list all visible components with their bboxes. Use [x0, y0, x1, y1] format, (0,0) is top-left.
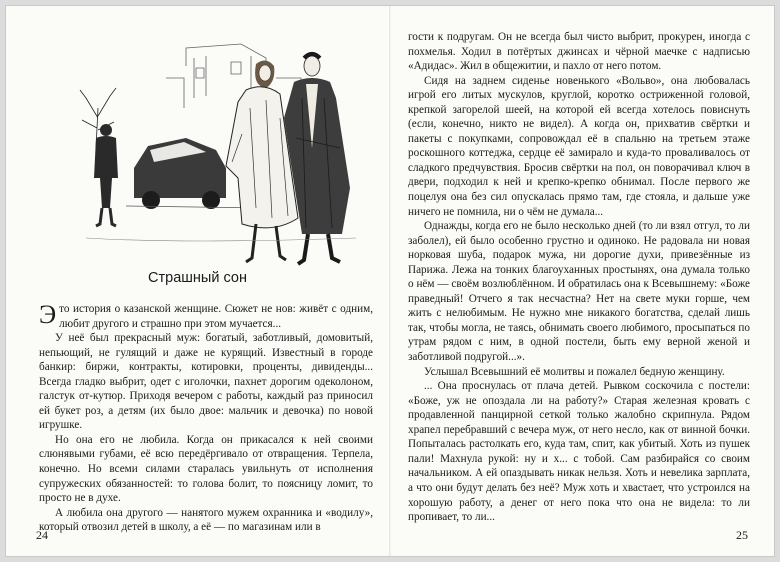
first-paragraph-text: то история о казанской женщине. Сюжет не нов: живёт с одним, любит другого и страшно при этом мучается... — [59, 303, 373, 330]
couple-illustration — [66, 38, 366, 268]
drop-cap: Э — [39, 300, 57, 329]
chapter-title: Страшный сон — [148, 270, 247, 286]
paragraph: У неё был прекрасный муж: богатый, заботливый, домовитый, непьющий, не гулящий и даже не курящий. Известный в городе банкир: биржи, контракты, котировки, проценты, дивиденды... Всегда гладко выбрит, одет с иголочки, пахнет дорогим одеколоном, галстук от-кутюр. Приходя вечером с работы, каждый раз приносил ей букет роз, а детям (их было двое: мальчик и девочка) по новой игрушке. — [39, 332, 373, 432]
book-spread — [6, 6, 774, 556]
left-page-text — [39, 302, 373, 535]
first-paragraph — [39, 302, 373, 331]
woman-sketch — [226, 60, 298, 262]
ground-line — [86, 238, 356, 241]
continued-paragraph: гости к подругам. Он не всегда был чисто выбрит, прокурен, иногда с похмелья. Ходил в потёртых джинсах и чёрной маечке с надписью «Адидас». Жил в общежитии, и пахло от него потом. — [408, 31, 750, 73]
right-page — [391, 6, 774, 556]
paragraph: Услышал Всевышний её молитвы и пожалел бедную женщину. — [424, 365, 725, 378]
paragraph: А любила она другого — нанятого мужем охранника и «водилу», который отвозил детей в школу, а её — по магазинам или в — [39, 506, 373, 534]
paragraph: Но она его не любила. Когда он прикасался к ней своими слюнявыми губами, её всю передёргивало от отвращения. Терпела, конечно. Но всеми силами старалась увильнуть от исполнения супружеских обязанностей: то голова болит, то поясницу ломит, то просто не в духе. — [39, 433, 373, 505]
right-page-text — [408, 30, 750, 525]
left-page — [6, 6, 389, 556]
page-number-left: 24 — [36, 528, 48, 542]
page-number-right: 25 — [736, 528, 748, 542]
paragraph: Сидя на заднем сиденье новенького «Вольво», она любовалась игрой его литых мускулов, круглой, коротко остриженной головой, крепкой загорелой шеей, на которой ей всегда хотелось повиснуть (если, конечно, никто не видел). А когда он, прихватив свёртки и пакеты с покупками, сопровождал её в спальню на третьем этаже роскошного коттеджа, сердце её замирало и куда-то проваливалось от сладкого предчувствия. Бросив свёртки на пол, он поворачивал ключ в двери, подходил к ней и крепко-крепко обнимал. После первого же поцелуя она без сил опускалась прямо там, где стояла, и дальше уже ничего не помнила, ни о чём не думала... — [408, 74, 750, 218]
man-sketch — [284, 54, 350, 264]
walking-man-sketch — [94, 124, 118, 226]
paragraph: ... Она проснулась от плача детей. Рывком соскочила с постели: «Боже, уж не опоздала ли на работу?» Старая железная кровать с продавленной панцирной сеткой только жалобно скрипнула. Рядом храпел перебравший с вечера муж, от него несло, как от винной бочки. Попыталась растолкать его, куда там, спит, как убитый. Хоть из пушек пали! Махнула рукой: ну и х... с тобой. Сам разбирайся со своим начальником. А ей опаздывать никак нельзя. Хоть и невелика зарплата, а что они будут делать без неё? Муж хоть и хвастает, что устроился на хорошую работу, а денег от него пока что она не видела: то ли пропивает, то ли... — [408, 380, 750, 524]
paragraph: Однажды, когда его не было несколько дней (то ли взял отгул, то ли заболел), ей было особенно грустно и одиноко. Не радовала ни новая норковая шуба, подарок мужа, ни дорогие духи, привезённые из Парижа. Лежа на тонких благоуханных простынях, она думала только о нём — своём возлюблённом. И обратилась она к Всевышнему: «Боже праведный! Отчего я так несчастна? Нет на свете муки горше, чем жить с нелюбимым. Не нужно мне никакого богатства, сделай лишь так, чтобы могла, не таясь, обнимать своего любимого, просыпаться по утрам рядом с ним, в одной постели, быть ему верной женой и заботливой подругой...». — [408, 220, 750, 364]
